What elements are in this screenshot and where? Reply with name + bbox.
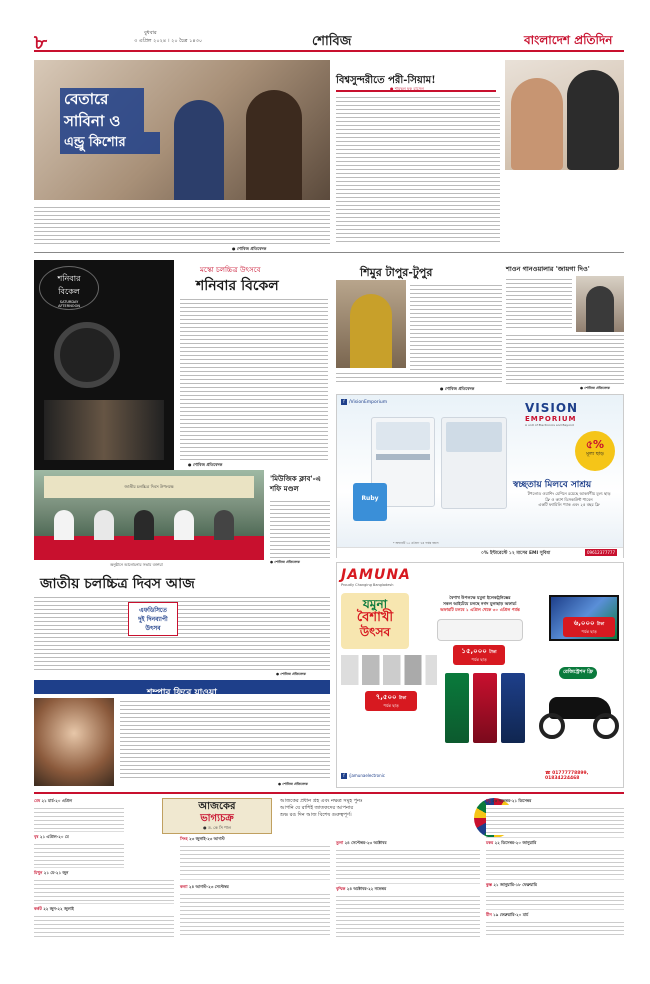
jamuna-offer-3: অফারটি চলবে ১ এপ্রিল থেকে ৩০ এপ্রিল পর্যন্ত [440,607,520,612]
page-header [34,30,624,52]
sign-dhanu-text [486,805,624,835]
page-number: ৮ [34,30,47,54]
speaker-3 [134,510,154,540]
sign-mesh-name: মেষ [34,798,41,803]
bike-wheel-front [593,713,619,739]
sign-brish-dates: ২১ এপ্রিল-২০ মে [39,834,69,839]
discount-badge [575,431,615,471]
vision-hotline[interactable]: 09612377777 [587,550,615,555]
washing-machine-2-lid [446,422,502,452]
shaon-credit: ● শোবিজ প্রতিবেদক [580,386,610,390]
shimur-credit: ● শোবিজ প্রতিবেদক [440,386,475,391]
horoscope-title-2: ভাগ্যচক্র [200,813,234,824]
jamuna-phone[interactable] [545,771,623,781]
shampa-credit: ● শোবিজ প্রতিবেদক [278,782,308,786]
speaker-1 [54,510,74,540]
bishwa-byline: ● শামছুল হক রাসেল [390,86,424,91]
singer-figure [586,286,614,336]
sign-kumbha-text [486,889,624,907]
sign-makar-header [486,840,624,847]
bishwa-title-text: বিশ্বসুন্দরীতে পরী-সিয়াম! [336,75,436,86]
speaker-4 [174,510,194,540]
sign-mithun-text [34,877,174,901]
small-appliances [341,655,437,685]
sign-meen-name: মীন [486,912,492,917]
shampa-title-bar [34,680,330,698]
vision-emi: ০% ইন্টারেস্টে ১২ মাসের EMI সুবিধা [481,551,551,556]
shaon-body-text [506,276,572,328]
price-tv-label: পর্যন্ত ছাড় [581,629,597,634]
sign-makar-dates: ২২ ডিসেম্বর-২০ জানুয়ারি [494,840,537,845]
betare-title-box-3 [60,132,160,154]
music-club-title-1: 'মিউজিক ক্লাব'-এ [270,474,321,483]
jamuna-festival-badge [341,593,409,649]
sign-karkat-header [34,906,174,913]
facebook-icon: f [341,773,347,779]
actor-figure [567,70,619,170]
price-fridge-label: পর্যন্ত ছাড় [383,703,399,708]
sign-mithun [34,870,174,904]
price-tag-fridge [365,691,417,711]
sign-singha-dates: ২৩ জুলাই-২৩ আগস্ট [189,836,225,841]
discount-label: মূল্য ছাড় [586,451,604,457]
sign-kanya-name: কন্যা [180,884,188,889]
sign-brish-text [34,841,124,865]
sign-karkat-text [34,913,174,937]
shonibar-body-text [180,296,328,462]
bike-label: রেজিস্ট্রেশন ফ্রি [559,667,597,679]
sign-tula [336,840,480,884]
horoscope-author: ● ড. কে সি পাল [203,825,231,830]
vision-headline: স্বচ্ছতায় মিলবে সাশ্রয় [513,480,592,490]
jamuna-offer [415,595,545,613]
sign-kanya-dates: ২৪ আগস্ট-২৩ সেপ্টেম্বর [188,884,229,889]
event-banner: জাতীয় চলচ্চিত্র দিবস উপলক্ষে [44,476,254,498]
sign-meen [486,912,624,940]
horoscope-intro-3: শুভ রঙ দিন আজ বিশেষ গুরুত্বপূর্ণ। [280,812,352,818]
motorcycle [537,685,621,741]
vision-fb-link[interactable] [341,399,387,405]
sign-brishchik-text [336,893,480,937]
sign-karkat-dates: ২২ জুন-২২ জুলাই [43,906,74,911]
sign-dhanu-dates: ২৩ নভেম্বর-২১ ডিসেম্বর [492,798,532,803]
poster-film-reel [54,322,120,388]
speaker-2 [94,510,114,540]
price-tag-tv [563,617,615,637]
shonibar-poster [34,260,174,470]
jamuna-offer-1: বৈশাখ উপলক্ষে যমুনা ইলেকট্রনিক্সের [449,595,511,600]
price-tv: ৬,০০০ [573,619,595,627]
horoscope-intro [280,798,470,819]
detergent-pack: Ruby [353,483,387,521]
jatiyo-title: জাতীয় চলচ্চিত্র দিবস আজ [40,576,195,592]
vision-logo [525,401,578,427]
facebook-icon: f [341,399,347,405]
jatiyo-box-2: দুই দিনব্যাপী [138,616,168,623]
betare-credit: ● শোবিজ প্রতিবেদক [232,246,267,251]
poster-face [44,400,164,460]
betare-title-line2: সাবিনা ও [64,112,121,130]
sign-singha-text [180,843,330,877]
shonibar-title-top: মস্কো চলচ্চিত্র উৎসবে [200,266,261,274]
horoscope-title-1: আজকের [198,801,236,812]
sign-brish-header [34,834,124,841]
sign-mesh-header [34,798,124,805]
sign-brishchik [336,886,480,940]
actress-saree-figure [350,294,392,368]
vision-emi-bar [337,547,623,558]
washing-machine-lid [376,422,430,450]
jatiyo-sidebox [128,602,178,636]
sign-tula-header [336,840,480,847]
sign-dhanu-header [486,798,624,805]
sign-singha-header [180,836,330,843]
sign-mesh [34,798,124,832]
phone-icon: ☎ [545,771,553,776]
price-ac-unit: টাকা [489,649,497,654]
sign-kumbha [486,882,624,910]
sign-makar-name: মকর [486,840,494,845]
washing-machine-2 [441,417,507,509]
sign-meen-text [486,919,624,937]
jatiyo-body-text [34,594,330,672]
jamuna-title-2: বৈশাখী [356,610,394,625]
bishwa-body-text [336,94,500,244]
price-fridge-unit: টাকা [398,695,407,700]
jamuna-tagline: Proudly Changing Bangladesh [341,583,394,587]
event-photo-caption: অনুষ্ঠানে আলোচনার সভায় বক্তারা [110,562,163,567]
sign-makar-text [486,847,624,877]
jamuna-title-1: যমুনা [362,597,388,611]
speaker-5 [214,510,234,540]
sign-singha [180,836,330,880]
vision-desc-2: ফ্রি ও ক্যাশ ডিসকাউন্ট পাবেন [545,496,593,502]
betare-title-box [60,88,144,110]
shimur-title: শিমুর টাপুর-টুপুর [360,266,433,279]
sign-karkat-name: কর্কট [34,906,42,911]
shimur-photo [336,280,406,368]
sign-tula-text [336,847,480,881]
sign-brish-name: বৃষ [34,834,39,839]
poster-badge [39,266,99,310]
sign-kumbha-name: কুম্ভ [486,882,492,887]
jamuna-fb-text: /jamunaelectronic [349,773,385,778]
washing-machine-panel [376,454,430,460]
vision-fb-text: /VisionEmporium [349,400,388,405]
sign-singha-name: সিংহ [180,836,188,841]
vision-brand-sub: EMPORIUM [525,415,577,423]
jatiyo-box-1: এফডিসিতে [139,607,167,614]
discount-pct: ৫% [585,438,605,451]
vision-footnote: * অফারটি ১৫ এপ্রিল '২৪ পর্যন্ত বহাল [393,541,439,545]
header-date: ৩ এপ্রিল ২০২৪ । ২০ চৈত্র ১৪৩০ [134,38,203,44]
horoscope-intro-1: আজকের প্রধান গ্রহ এবং নক্ষত্র সমূহ পুনঃ [280,798,363,804]
music-club-body-text [270,498,330,558]
brand-logo: বাংলাদেশ প্রতিদিন [524,33,613,47]
sign-brishchik-dates: ২৪ অক্টোবর-২২ নভেম্বর [346,886,387,891]
vision-tagline: A unit of Electronics and Beyond [525,423,574,427]
singer-woman-figure [174,100,224,200]
shimur-body-text-2 [336,370,502,384]
vision-brand: VISION [525,401,579,415]
sign-meen-header [486,912,624,919]
actress-figure [511,78,563,170]
shimur-body-text [410,282,502,370]
vision-desc [515,491,623,508]
shaon-photo [576,276,624,336]
sign-brishchik-header [336,886,480,893]
sign-tula-dates: ২৪ সেপ্টেম্বর-২৩ অক্টোবর [344,840,387,845]
vision-desc-3: একটি ফ্যামিলি প্যাক এবং ২৫ বছর ফ্রি [538,502,600,507]
bike-wheel-rear [539,713,565,739]
horoscope-title-box [162,798,272,834]
sign-kumbha-header [486,882,624,889]
sign-kanya-text [180,891,330,937]
sign-meen-dates: ১৯ ফেব্রুয়ারি-২০ মার্চ [493,912,529,917]
sign-kumbha-dates: ২১ জানুয়ারি-১৮ ফেব্রুয়ারি [493,882,537,887]
music-club-title [270,474,321,494]
betare-title-line1: বেতারে [64,90,109,108]
sign-dhanu-name: ধনু [486,798,491,803]
sign-kanya-header [180,884,330,891]
sign-karkat [34,906,174,940]
sign-mithun-header [34,870,174,877]
jamuna-title-3: উৎসব [359,625,391,639]
jatiyo-credit: ● শোবিজ প্রতিবেদক [276,672,306,676]
sign-mithun-dates: ২১ মে-২১ জুন [43,870,69,875]
price-fridge: ৭,৫০০ [375,693,397,701]
price-tag-ac [453,645,505,665]
shaon-title: শাওন গানওয়ালার 'জায়গা দিও' [506,265,590,273]
sign-mesh-text [34,805,124,829]
badge-en1: SATURDAY [59,300,79,304]
sign-dhanu [486,798,624,838]
jatiyo-box-3: উৎসব [145,625,161,632]
bishwa-photo [505,60,624,170]
shaon-body-text-2 [506,332,624,384]
jamuna-phone-text: 01777778899, 01834224468 [545,771,589,781]
vision-ad [336,394,624,558]
event-photo [34,470,264,560]
shampa-title: শম্পার ফিরে যাওয়া [147,688,217,698]
price-tv-unit: টাকা [597,621,605,626]
sign-kanya [180,884,330,940]
refrigerator-2 [473,673,497,743]
price-ac: ১৫,০০০ [461,647,487,655]
music-club-credit: ● শোবিজ প্রতিবেদক [270,560,300,564]
betare-body-text [34,204,330,244]
vision-desc-1: টপলোড ওয়াশিং মেশিনে রয়েছে আকর্ষণীয় মূল্য ছাড় [527,491,611,496]
sign-mithun-name: মিথুন [34,870,43,875]
sign-tula-name: তুলা [336,840,344,845]
betare-title-box-2 [60,110,144,132]
shonibar-credit: ● শোবিজ প্রতিবেদক [188,462,223,467]
shonibar-title: শনিবার বিকেল [196,278,279,294]
sign-brishchik-name: বৃশ্চিক [336,886,346,891]
badge-en2: AFTERNOON [58,304,80,308]
horoscope-intro-2: আপনি যে রাশিই জাতকদের আপনার [280,805,354,811]
jamuna-ad [336,562,624,788]
refrigerator-1 [445,673,469,743]
jamuna-logo [341,567,451,589]
sign-makar [486,840,624,880]
shampa-photo [34,698,114,786]
header-day: বুধবার [144,30,157,36]
jamuna-brand: JAMUNA [341,567,411,583]
sign-mesh-dates: ২১ মার্চ-২০ এপ্রিল [41,798,73,803]
section-title: শোবিজ [312,34,352,49]
music-club-title-2: শফি মণ্ডল [270,484,299,493]
air-conditioner [437,619,523,641]
sign-brish [34,834,124,868]
price-ac-label: পর্যন্ত ছাড় [471,657,487,662]
badge-line1: শনিবার [57,274,81,283]
badge-line2: বিকেল [58,287,80,296]
refrigerator-3 [501,673,525,743]
shampa-body-text [120,698,330,780]
singer-man-figure [246,90,302,200]
jamuna-offer-2: সকল আইটেমে চলছে নগদ মূল্যছাড় অফার! [443,601,517,606]
jamuna-fb-link[interactable] [341,773,385,779]
betare-title-line3: এন্ড্রু কিশোর [64,135,126,150]
